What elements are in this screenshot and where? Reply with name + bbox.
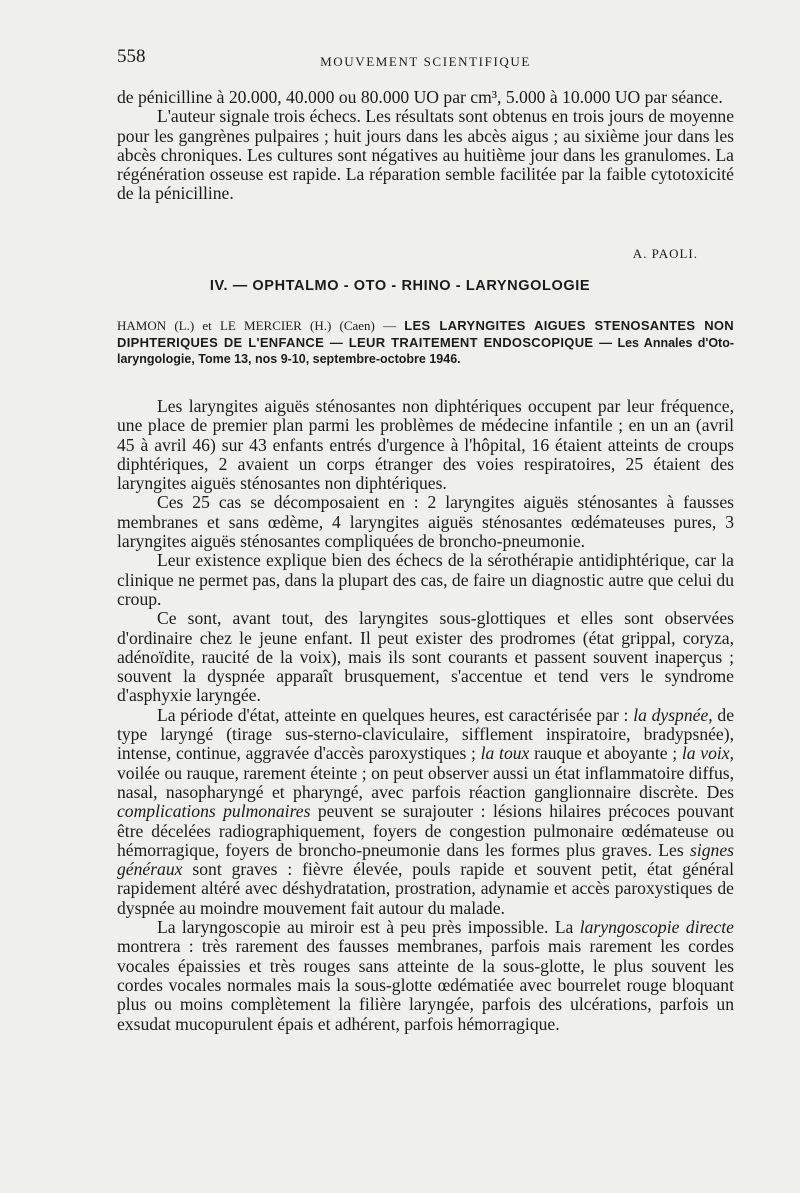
author-signature: A. PAOLI. (632, 246, 698, 261)
text-segment: montrera : très rarement des fausses membranes, parfois mais rarement les cordes vocales épaissies et très rouges sans atteinte de la sous-glotte, le plus souvent les cordes vocales normales mais la sous-glotte œdématiée avec bourrelet rouge bloquant plus ou moins complètement la filière laryngée, parfois des ulcérations, parfois un exsudat mucopurulent épais et adhérent, parfois hémorragique. (117, 936, 734, 1034)
citation-title: LES LARYNGITES AIGUES STENOSANTES NON DIPHTERIQUES DE L'ENFANCE — LEUR TRAITEMENT ENDOSCOPIQUE — (117, 318, 734, 350)
text-segment: La laryngoscopie au miroir est à peu près impossible. La (157, 917, 574, 938)
page-header (117, 46, 734, 70)
italic-term: signes généraux (117, 839, 734, 880)
citation-authors: HAMON (L.) et LE MERCIER (H.) (Caen) — (117, 318, 397, 333)
italic-term: complications pulmonaires (117, 801, 311, 822)
article-paragraph (117, 706, 734, 918)
article-paragraph: Les laryngites aiguës sténosantes non diphtériques occupent par leur fréquence, une place de premier plan parmi les problèmes de médecine infantile ; en un an (avril 45 à avril 46) sur 43 enfants entrés d'urgence à l'hôpital, 16 étaient atteints de croups diphtériques, 2 avaient un corps étranger des voies respiratoires, 25 étaient des laryngites aiguës sténosantes non diphtériques. (117, 396, 734, 494)
article-paragraph: Ce sont, avant tout, des laryngites sous-glottiques et elles sont observées d'ordinaire chez le jeune enfant. Il peut exister des prodromes (état grippal, coryza, adénoïdite, raucité de la voix), mais ils sont courants et passent souvent inaperçus ; souvent la dyspnée apparaît brusquement, s'accentue et tend vers le syndrome d'asphyxie laryngée. (117, 608, 734, 706)
continued-paragraph: de pénicilline à 20.000, 40.000 ou 80.000 UO par cm³, 5.000 à 10.000 UO par séance. (117, 87, 723, 107)
text-segment: peuvent se surajouter : lésions hilaires précoces pouvant être décelées radiographiquement, foyers de congestion pulmonaire œdémateuse ou hémorragique, foyers de broncho-pneumonie dans les formes plus graves. Les (117, 801, 735, 860)
results-paragraph: L'auteur signale trois échecs. Les résultats sont obtenus en trois jours de moyenne pour les gangrènes pulpaires ; huit jours dans les abcès aigus ; au sixième jour dans les abcès chroniques. Les cultures sont négatives au huitième jour dans les granulomes. La régénération osseuse est rapide. La réparation semble facilitée par la faible cytotoxicité de la pénicilline. (117, 106, 734, 204)
article-paragraph: Ces 25 cas se décomposaient en : 2 laryngites aiguës sténosantes à fausses membranes et sans œdème, 4 laryngites aiguës sténosantes œdémateuses pures, 3 laryngites aiguës sténosantes compliquées de broncho-pneumonie. (117, 492, 734, 552)
text-segment: voilée ou rauque, rarement éteinte ; on peut observer aussi un état inflammatoire diffus, nasal, nasopharyngé et pharyngé, avec parfois réaction ganglionnaire discrète. Des (117, 762, 734, 802)
text-segment: La période d'état, atteinte en quelques heures, est caractérisée par : (157, 704, 629, 725)
text-segment: de type laryngé (tirage sus-sterno-claviculaire, sifflement inspiratoire, bradypsnée), intense, continue, aggravée d'accès paroxystiques ; (117, 704, 735, 764)
citation-journal: Les Annales d'Oto-laryngologie, Tome 13, nos 9-10, septembre-octobre 1946. (117, 335, 735, 366)
italic-term: la voix, (681, 743, 735, 764)
section-heading: IV. — OPHTALMO - OTO - RHINO - LARYNGOLOGIE (209, 278, 591, 294)
italic-term: laryngoscopie directe (579, 917, 734, 938)
article-body (117, 397, 734, 1034)
article-paragraph (117, 918, 734, 1034)
text-segment: sont graves : fièvre élevée, pouls rapide et souvent petit, état général rapidement altéré avec déshydratation, prostration, adynamie et accès paroxystiques de dyspnée au moindre mouvement fait autour du malade. (117, 859, 735, 918)
page-number: 558 (117, 46, 146, 67)
article-citation (117, 318, 734, 368)
top-section (117, 88, 734, 204)
italic-term: la toux (480, 743, 530, 764)
italic-term: la dyspnée, (633, 704, 713, 725)
text-segment: rauque et aboyante ; (534, 743, 678, 764)
article-paragraph: Leur existence explique bien des échecs de la sérothérapie antidiphtérique, car la clinique ne permet pas, dans la plupart des cas, de faire un diagnostic autre que celui du croup. (117, 550, 734, 609)
running-head: MOUVEMENT SCIENTIFIQUE (320, 54, 531, 69)
